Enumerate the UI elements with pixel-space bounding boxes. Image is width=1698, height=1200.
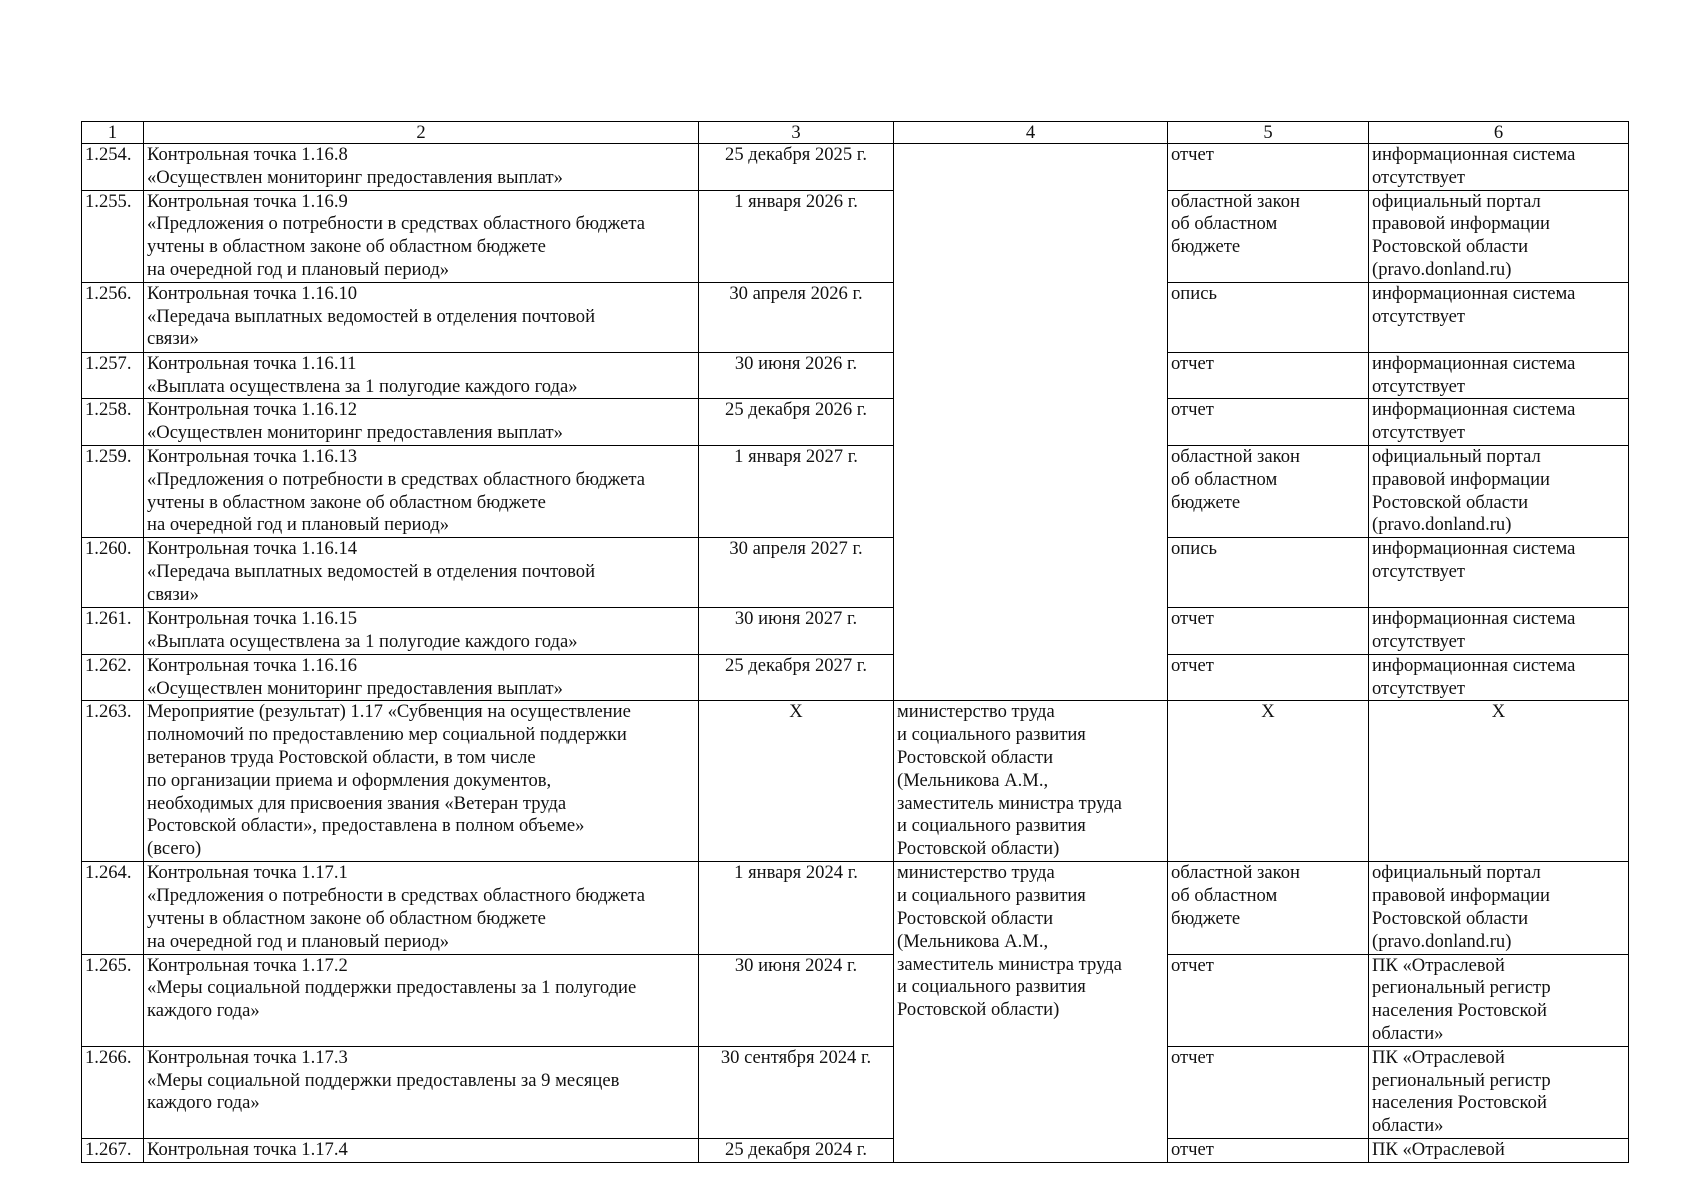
information-system: ПК «Отраслевой	[1372, 1046, 1505, 1068]
information-system: информационная система	[1372, 352, 1576, 374]
control-point-cell	[144, 608, 699, 655]
control-point-title: Контрольная точка 1.16.8	[147, 144, 348, 165]
information-system-cell	[1369, 282, 1629, 352]
information-system: X	[1491, 701, 1506, 723]
document-type-cell	[1168, 538, 1369, 608]
responsible-text: министерство труда	[897, 862, 1055, 884]
control-point-description: «Выплата осуществлена за 1 полугодие каждого года»	[147, 375, 578, 397]
information-system: информационная система	[1372, 399, 1576, 421]
control-point-description: учтены в областном законе об областном бюджете	[147, 907, 546, 929]
responsible-text: заместитель министра труда	[897, 953, 1122, 975]
information-system: официальный портал	[1372, 862, 1541, 884]
row-number: 1.255.	[82, 190, 144, 282]
information-system-cell	[1369, 608, 1629, 655]
deadline-date: 30 июня 2024 г.	[699, 954, 894, 1046]
document-type-cell	[1168, 352, 1369, 399]
document-page	[81, 121, 1628, 1163]
information-system: региональный регистр	[1372, 1069, 1551, 1091]
information-system-cell	[1369, 862, 1629, 954]
information-system-cell	[1369, 190, 1629, 282]
document-type-cell	[1168, 1046, 1369, 1138]
row-number: 1.257.	[82, 352, 144, 399]
measure-text: полномочий по предоставлению мер социальной поддержки	[147, 724, 627, 746]
control-point-description: каждого года»	[147, 1092, 260, 1114]
document-type-cell	[1168, 654, 1369, 701]
document-type-cell	[1168, 282, 1369, 352]
responsible-text: и социального развития	[897, 885, 1086, 907]
document-type: бюджете	[1171, 491, 1241, 513]
responsible-text: (Мельникова А.М.,	[897, 930, 1049, 952]
deadline-date: 30 апреля 2026 г.	[699, 282, 894, 352]
control-point-description: «Меры социальной поддержки предоставлены за 1 полугодие	[147, 977, 637, 999]
column-number: 4	[894, 122, 1168, 144]
information-system: правовой информации	[1372, 213, 1551, 235]
responsible-text: и социального развития	[897, 815, 1086, 837]
control-point-description: «Предложения о потребности в средствах областного бюджета	[147, 213, 645, 235]
row-number: 1.267.	[82, 1138, 144, 1162]
table-row	[82, 654, 1629, 701]
control-point-description: каждого года»	[147, 1000, 260, 1022]
document-type: отчет	[1171, 954, 1214, 976]
control-point-cell	[144, 862, 699, 954]
deadline-date: 1 января 2027 г.	[699, 445, 894, 537]
control-points-table	[81, 121, 1629, 1163]
document-type-cell	[1168, 701, 1369, 862]
responsible-text: и социального развития	[897, 976, 1086, 998]
document-type: областной закон	[1171, 190, 1300, 212]
information-system: населения Ростовской	[1372, 1092, 1547, 1114]
control-point-title: Контрольная точка 1.16.16	[147, 654, 358, 676]
responsible-text: Ростовской области	[897, 907, 1054, 929]
information-system: Ростовской области	[1372, 491, 1529, 513]
table-row	[82, 1138, 1629, 1162]
deadline-date: 1 января 2026 г.	[699, 190, 894, 282]
information-system: отсутствует	[1372, 560, 1466, 582]
control-point-description: «Передача выплатных ведомостей в отделения почтовой	[147, 305, 596, 327]
document-type: опись	[1171, 282, 1217, 304]
information-system: Ростовской области	[1372, 907, 1529, 929]
information-system: (pravo.donland.ru)	[1372, 514, 1512, 536]
control-point-title: Контрольная точка 1.16.14	[147, 538, 358, 560]
responsible-cell-empty	[894, 144, 1168, 701]
information-system: (pravo.donland.ru)	[1372, 930, 1512, 952]
control-point-title: Контрольная точка 1.17.1	[147, 862, 348, 884]
information-system-cell	[1369, 701, 1629, 862]
measure-cell	[144, 701, 699, 862]
row-number: 1.264.	[82, 862, 144, 954]
document-type: отчет	[1171, 1138, 1214, 1160]
information-system: отсутствует	[1372, 305, 1466, 327]
measure-text: (всего)	[147, 838, 202, 860]
information-system: региональный регистр	[1372, 977, 1551, 999]
column-number: 3	[699, 122, 894, 144]
document-type: областной закон	[1171, 862, 1300, 884]
document-type-cell	[1168, 608, 1369, 655]
information-system: отсутствует	[1372, 375, 1466, 397]
table-row	[82, 538, 1629, 608]
control-point-title: Контрольная точка 1.16.11	[147, 352, 357, 374]
row-number: 1.260.	[82, 538, 144, 608]
document-type: отчет	[1171, 399, 1214, 421]
document-type: отчет	[1171, 654, 1214, 676]
information-system: информационная система	[1372, 538, 1576, 560]
information-system-cell	[1369, 445, 1629, 537]
information-system: населения Ростовской	[1372, 1000, 1547, 1022]
responsible-cell	[894, 701, 1168, 862]
document-type-cell	[1168, 862, 1369, 954]
row-number: 1.259.	[82, 445, 144, 537]
information-system: (pravo.donland.ru)	[1372, 258, 1512, 280]
control-point-description: «Меры социальной поддержки предоставлены за 9 месяцев	[147, 1069, 620, 1091]
document-type: об областном	[1171, 468, 1278, 490]
deadline-date: X	[699, 701, 894, 862]
control-point-description: учтены в областном законе об областном бюджете	[147, 491, 546, 513]
control-point-description: связи»	[147, 583, 199, 605]
responsible-text: (Мельникова А.М.,	[897, 769, 1049, 791]
information-system: ПК «Отраслевой	[1372, 954, 1505, 976]
control-point-cell	[144, 445, 699, 537]
document-type-cell	[1168, 399, 1369, 446]
information-system-cell	[1369, 1138, 1629, 1162]
control-point-description: на очередной год и плановый период»	[147, 258, 450, 280]
document-type-cell	[1168, 445, 1369, 537]
information-system: области»	[1372, 1115, 1444, 1137]
row-number: 1.258.	[82, 399, 144, 446]
measure-text: необходимых для присвоения звания «Ветеран труда	[147, 792, 567, 814]
row-number: 1.263.	[82, 701, 144, 862]
control-point-description: учтены в областном законе об областном бюджете	[147, 236, 546, 258]
deadline-date: 25 декабря 2024 г.	[699, 1138, 894, 1162]
row-number: 1.262.	[82, 654, 144, 701]
control-point-title: Контрольная точка 1.17.3	[147, 1046, 348, 1068]
document-type: X	[1261, 701, 1275, 723]
measure-text: по организации приема и оформления документов,	[147, 769, 552, 791]
information-system: отсутствует	[1372, 422, 1466, 444]
table-row	[82, 1046, 1629, 1138]
document-type: опись	[1171, 538, 1217, 560]
information-system: отсутствует	[1372, 166, 1466, 188]
table-row	[82, 608, 1629, 655]
document-type-cell	[1168, 190, 1369, 282]
information-system-cell	[1369, 399, 1629, 446]
control-point-description: связи»	[147, 328, 199, 350]
information-system: информационная система	[1372, 144, 1576, 165]
row-number: 1.261.	[82, 608, 144, 655]
information-system: информационная система	[1372, 282, 1576, 304]
control-point-title: Контрольная точка 1.16.12	[147, 399, 358, 421]
column-number-row	[82, 122, 1629, 144]
control-point-cell	[144, 1046, 699, 1138]
control-point-description: «Предложения о потребности в средствах областного бюджета	[147, 468, 645, 490]
table-row	[82, 445, 1629, 537]
control-point-description: «Предложения о потребности в средствах областного бюджета	[147, 885, 645, 907]
document-type-cell	[1168, 144, 1369, 191]
deadline-date: 25 декабря 2027 г.	[699, 654, 894, 701]
document-type: отчет	[1171, 608, 1214, 630]
control-point-title: Контрольная точка 1.17.4	[147, 1138, 348, 1160]
deadline-date: 25 декабря 2025 г.	[699, 144, 894, 191]
document-type: бюджете	[1171, 907, 1241, 929]
information-system: правовой информации	[1372, 468, 1551, 490]
document-type: областной закон	[1171, 445, 1300, 467]
responsible-text: Ростовской области)	[897, 838, 1060, 860]
measure-text: Мероприятие (результат) 1.17 «Субвенция на осуществление	[147, 701, 631, 723]
information-system-cell	[1369, 654, 1629, 701]
control-point-description: «Осуществлен мониторинг предоставления выплат»	[147, 677, 563, 699]
document-type: бюджете	[1171, 236, 1241, 258]
deadline-date: 30 апреля 2027 г.	[699, 538, 894, 608]
document-type-cell	[1168, 954, 1369, 1046]
document-type: отчет	[1171, 352, 1214, 374]
document-type-cell	[1168, 1138, 1369, 1162]
information-system: отсутствует	[1372, 630, 1466, 652]
control-point-cell	[144, 654, 699, 701]
control-point-description: «Передача выплатных ведомостей в отделения почтовой	[147, 560, 596, 582]
control-point-cell	[144, 954, 699, 1046]
column-number: 6	[1369, 122, 1629, 144]
information-system: информационная система	[1372, 654, 1576, 676]
table-row	[82, 282, 1629, 352]
control-point-cell	[144, 1138, 699, 1162]
control-point-description: «Осуществлен мониторинг предоставления выплат»	[147, 166, 563, 188]
deadline-date: 30 июня 2027 г.	[699, 608, 894, 655]
table-row	[82, 190, 1629, 282]
control-point-cell	[144, 144, 699, 191]
information-system-cell	[1369, 954, 1629, 1046]
information-system: правовой информации	[1372, 885, 1551, 907]
information-system-cell	[1369, 538, 1629, 608]
information-system: официальный портал	[1372, 445, 1541, 467]
control-point-cell	[144, 282, 699, 352]
information-system: информационная система	[1372, 608, 1576, 630]
row-number: 1.256.	[82, 282, 144, 352]
measure-text: Ростовской области», предоставлена в полном объеме»	[147, 815, 585, 837]
deadline-date: 25 декабря 2026 г.	[699, 399, 894, 446]
control-point-cell	[144, 352, 699, 399]
information-system: официальный портал	[1372, 190, 1541, 212]
row-number: 1.254.	[82, 144, 144, 191]
responsible-text: Ростовской области	[897, 746, 1054, 768]
document-type: отчет	[1171, 1046, 1214, 1068]
document-type: отчет	[1171, 144, 1214, 165]
control-point-cell	[144, 190, 699, 282]
measure-text: ветеранов труда Ростовской области, в том числе	[147, 746, 536, 768]
row-number: 1.265.	[82, 954, 144, 1046]
responsible-text: заместитель министра труда	[897, 792, 1122, 814]
column-number: 5	[1168, 122, 1369, 144]
document-type: об областном	[1171, 213, 1278, 235]
deadline-date: 1 января 2024 г.	[699, 862, 894, 954]
information-system-cell	[1369, 352, 1629, 399]
deadline-date: 30 сентября 2024 г.	[699, 1046, 894, 1138]
table-row	[82, 954, 1629, 1046]
information-system-cell	[1369, 1046, 1629, 1138]
control-point-description: «Осуществлен мониторинг предоставления выплат»	[147, 422, 563, 444]
table-row-measure	[82, 701, 1629, 862]
control-point-description: на очередной год и плановый период»	[147, 514, 450, 536]
responsible-text: министерство труда	[897, 701, 1055, 723]
information-system: ПК «Отраслевой	[1372, 1138, 1505, 1160]
control-point-title: Контрольная точка 1.16.10	[147, 282, 358, 304]
column-number: 1	[82, 122, 144, 144]
document-type: об областном	[1171, 885, 1278, 907]
control-point-description: на очередной год и плановый период»	[147, 930, 450, 952]
control-point-cell	[144, 538, 699, 608]
control-point-title: Контрольная точка 1.16.13	[147, 445, 358, 467]
responsible-cell	[894, 862, 1168, 1162]
responsible-text: и социального развития	[897, 724, 1086, 746]
table-row	[82, 399, 1629, 446]
table-row	[82, 862, 1629, 954]
control-point-cell	[144, 399, 699, 446]
responsible-text: Ростовской области)	[897, 999, 1060, 1021]
control-point-title: Контрольная точка 1.16.15	[147, 608, 358, 630]
information-system-cell	[1369, 144, 1629, 191]
table-row	[82, 352, 1629, 399]
information-system: отсутствует	[1372, 677, 1466, 699]
control-point-title: Контрольная точка 1.16.9	[147, 190, 348, 212]
table-row	[82, 144, 1629, 191]
control-point-title: Контрольная точка 1.17.2	[147, 954, 348, 976]
deadline-date: 30 июня 2026 г.	[699, 352, 894, 399]
information-system: Ростовской области	[1372, 236, 1529, 258]
information-system: области»	[1372, 1022, 1444, 1044]
row-number: 1.266.	[82, 1046, 144, 1138]
control-point-description: «Выплата осуществлена за 1 полугодие каждого года»	[147, 630, 578, 652]
column-number: 2	[144, 122, 699, 144]
